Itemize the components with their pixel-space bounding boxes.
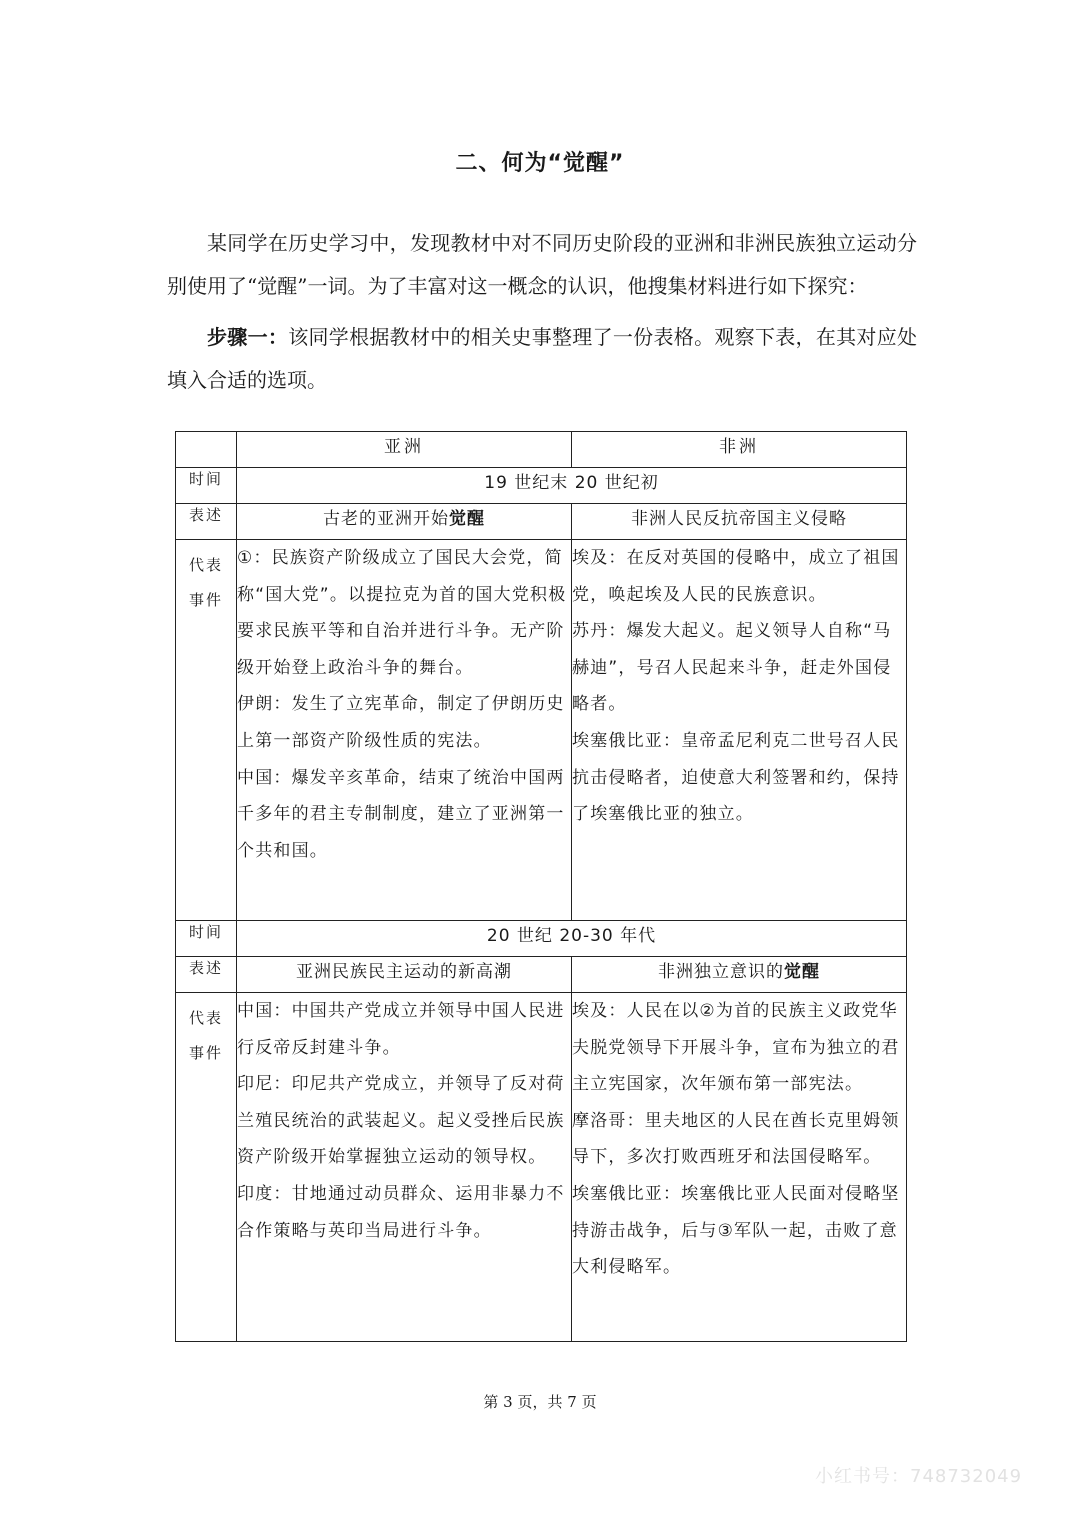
event-item: 埃及：在反对英国的侵略中，成立了祖国党，唤起埃及人民的民族意识。 bbox=[572, 548, 900, 605]
events-label-line1: 代表 bbox=[188, 1009, 223, 1027]
events-label-line1: 代表 bbox=[188, 556, 223, 574]
event-item: 埃塞俄比亚：皇帝孟尼利克二世号召人民抗击侵略者，迫使意大利签署和约，保持了埃塞俄比亚的独立。 bbox=[572, 730, 900, 825]
period1-time-row bbox=[176, 468, 907, 504]
event-item: ①：民族资产阶级成立了国民大会党，简称“国大党”。以提拉克为首的国大党积极要求民族平等和自治并进行斗争。无产阶级开始登上政治斗争的舞台。 bbox=[237, 548, 567, 678]
event-item: 埃及：人民在以②为首的民族主义政党华夫脱党领导下开展斗争，宣布为独立的君主立宪国家，次年颁布第一部宪法。 bbox=[572, 1001, 900, 1095]
event-item: 印尼：印尼共产党成立，并领导了反对荷兰殖民统治的武装起义。起义受挫后民族资产阶级开始掌握独立运动的领导权。 bbox=[237, 1074, 565, 1168]
event-item: 埃塞俄比亚：埃塞俄比亚人民面对侵略坚持游击战争，后与③军队一起，击败了意大利侵略军。 bbox=[572, 1183, 900, 1278]
table-header-row bbox=[176, 432, 907, 468]
period2-time: 20 世纪 20-30 年代 bbox=[237, 921, 907, 957]
period1-events-row bbox=[176, 540, 907, 921]
period1-asia-desc-text: 古老的亚洲开始 bbox=[323, 509, 449, 529]
period2-asia-desc: 亚洲民族民主运动的新高潮 bbox=[237, 957, 572, 993]
period2-asia-events bbox=[237, 993, 572, 1342]
period2-events-row bbox=[176, 993, 907, 1342]
step-one-label: 步骤一： bbox=[207, 325, 289, 349]
events-label bbox=[176, 993, 237, 1342]
period2-africa-events bbox=[572, 993, 907, 1342]
page-footer: 第 3 页，共 7 页 bbox=[483, 1393, 597, 1411]
events-label bbox=[176, 540, 237, 921]
event-item: 中国：爆发辛亥革命，结束了统治中国两千多年的君主专制制度，建立了亚洲第一个共和国。 bbox=[237, 767, 565, 861]
period2-africa-desc-text: 非洲独立意识的 bbox=[658, 962, 784, 982]
period2-africa-desc bbox=[572, 957, 907, 993]
step-one-text: 该同学根据教材中的相关史事整理了一份表格。观察下表，在其对应处填入合适的选项。 bbox=[167, 325, 918, 392]
period1-asia-desc-emphasis: 觉醒 bbox=[449, 509, 485, 529]
period1-africa-desc: 非洲人民反抗帝国主义侵略 bbox=[572, 504, 907, 540]
intro-block bbox=[167, 222, 917, 402]
period2-desc-row bbox=[176, 957, 907, 993]
desc-label: 表述 bbox=[176, 504, 237, 540]
time-label: 时间 bbox=[176, 921, 237, 957]
event-item: 摩洛哥：里夫地区的人民在酋长克里姆领导下，多次打败西班牙和法国侵略军。 bbox=[572, 1110, 900, 1168]
comparison-table bbox=[175, 431, 907, 1342]
event-item: 苏丹：爆发大起义。起义领导人自称“马赫迪”，号召人民起来斗争，赶走外国侵略者。 bbox=[572, 621, 892, 715]
section-title: 二、何为“觉醒” bbox=[455, 151, 625, 176]
event-item: 印度：甘地通过动员群众、运用非暴力不合作策略与英印当局进行斗争。 bbox=[237, 1183, 565, 1241]
period2-time-row bbox=[176, 921, 907, 957]
header-africa: 非洲 bbox=[572, 432, 907, 468]
desc-label: 表述 bbox=[176, 957, 237, 993]
events-label-line2: 事件 bbox=[188, 1044, 223, 1062]
time-label: 时间 bbox=[176, 468, 237, 504]
period1-asia-desc bbox=[237, 504, 572, 540]
period1-asia-events bbox=[237, 540, 572, 921]
intro-paragraph: 某同学在历史学习中，发现教材中对不同历史阶段的亚洲和非洲民族独立运动分别使用了“觉醒”一词。为了丰富对这一概念的认识，他搜集材料进行如下探究： bbox=[167, 231, 917, 298]
step-one-paragraph bbox=[167, 316, 917, 402]
watermark: 小红书号：748732049 bbox=[815, 1466, 1023, 1487]
header-asia: 亚洲 bbox=[237, 432, 572, 468]
event-item: 伊朗：发生了立宪革命，制定了伊朗历史上第一部资产阶级性质的宪法。 bbox=[237, 694, 565, 751]
period1-africa-events bbox=[572, 540, 907, 921]
event-item: 中国：中国共产党成立并领导中国人民进行反帝反封建斗争。 bbox=[237, 1001, 565, 1058]
period2-africa-desc-emphasis: 觉醒 bbox=[784, 962, 820, 982]
period1-time: 19 世纪末 20 世纪初 bbox=[237, 468, 907, 504]
period1-desc-row bbox=[176, 504, 907, 540]
events-label-line2: 事件 bbox=[188, 591, 223, 609]
header-blank-cell bbox=[176, 432, 237, 468]
